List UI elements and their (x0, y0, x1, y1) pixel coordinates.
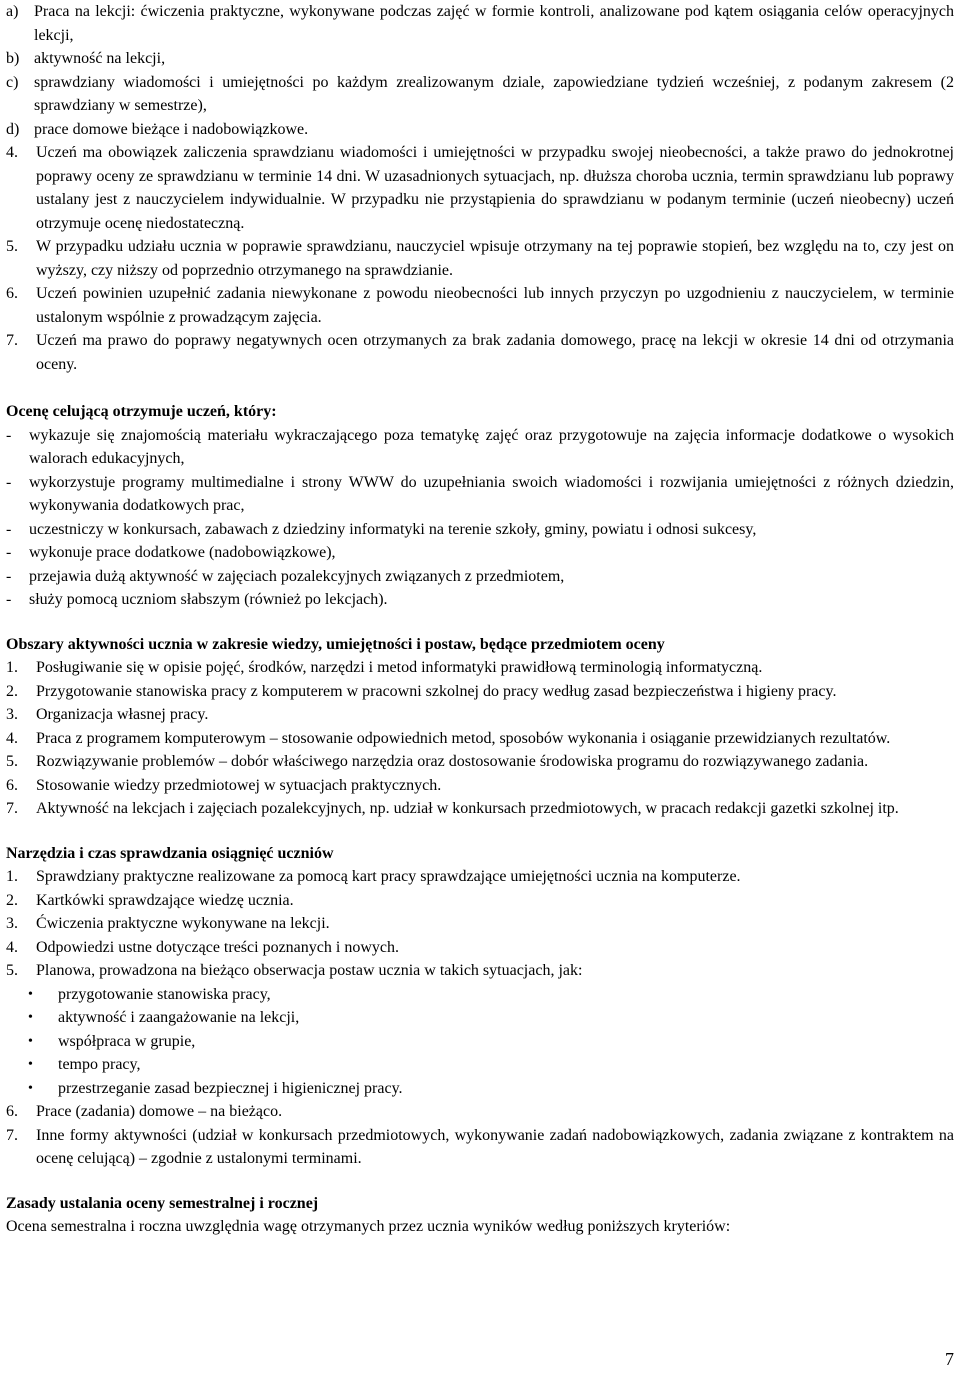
celujaca-section (6, 400, 954, 612)
list-item (6, 71, 954, 118)
list-item-text: Organizacja własnej pracy. (36, 706, 209, 723)
bullet-item-text: aktywność i zaangażowanie na lekcji, (58, 1009, 300, 1026)
list-item-text: Uczeń ma prawo do poprawy negatywnych ocen otrzymanych za brak zadania domowego, pracę na lekcji w okresie 14 dni od otrzymania oceny. (36, 332, 954, 373)
bullet-marker: • (28, 986, 33, 1002)
list-item-label: 2. (6, 891, 18, 909)
list-item-label: 6. (6, 776, 18, 794)
list-item-label: 1. (6, 868, 18, 885)
list-item-label: 6. (6, 1103, 18, 1120)
bullet-item (6, 1077, 954, 1101)
dash-marker: - (6, 426, 12, 444)
list-item-text: Praca na lekcji: ćwiczenia praktyczne, wykonywane podczas zajęć w formie kontroli, analizowane pod kątem osiągania celów operacyjnych lekcji, (34, 3, 954, 44)
dash-marker: - (6, 473, 12, 491)
obszary-section (6, 633, 954, 821)
list-item (6, 912, 954, 936)
dash-marker: - (6, 544, 12, 561)
intro-list (6, 0, 954, 141)
list-item (6, 329, 954, 376)
list-item-text: wykonuje prace dodatkowe (nadobowiązkowe), (29, 544, 336, 561)
list-item-text: Stosowanie wiedzy przedmiotowej w sytuacjach praktycznych. (36, 776, 442, 794)
list-item-label: a) (6, 3, 19, 20)
list-item-text: Prace (zadania) domowe – na bieżąco. (36, 1103, 283, 1120)
bullet-item (6, 983, 954, 1007)
bullet-item-text: przygotowanie stanowiska pracy, (58, 985, 271, 1003)
list-item-label: 5. (6, 962, 18, 979)
list-item-label: 3. (6, 915, 18, 932)
list-item-text: Uczeń ma obowiązek zaliczenia sprawdzianu wiadomości i umiejętności w przypadku swojej nieobecności, a także prawo do jednokrotnej poprawy oceny ze sprawdzianu w terminie 14 dni. W uzasadnionych sytuacjach, np. dłuższa choroba ucznia, termin sprawdzianu lub poprawy ustalany jest z nauczycielem indywidualnie. W przypadku nie przystąpienia do sprawdzianu w podanym terminie (uczeń nieobecny) uczeń otrzymuje ocenę niedostateczną. (36, 144, 954, 232)
zasady-section (6, 1192, 954, 1239)
list-item (6, 541, 954, 565)
list-item (6, 141, 954, 235)
list-item-label: 7. (6, 800, 18, 817)
list-item (6, 889, 954, 913)
paragraph: Ocena semestralna i roczna uwzględnia wagę otrzymanych przez ucznia wyników według poniższych kryteriów: (6, 1218, 731, 1235)
bullet-item-text: przestrzeganie zasad bezpiecznej i higienicznej pracy. (58, 1079, 403, 1097)
list-item-text: wykorzystuje programy multimedialne i strony WWW do uzupełniania swoich wiadomości i rozwijania umiejętności z różnych dziedzin, wykonywania dodatkowych prac, (29, 473, 954, 514)
list-item (6, 1124, 954, 1171)
bullet-marker: • (28, 1033, 33, 1049)
list-item (6, 797, 954, 821)
list-item (6, 471, 954, 518)
list-item-label: b) (6, 50, 20, 67)
list-item (6, 750, 954, 774)
bullet-marker: • (28, 1010, 33, 1025)
list-item-text: Ćwiczenia praktyczne wykonywane na lekcji. (36, 915, 330, 932)
list-item-label: 4. (6, 938, 18, 956)
list-item (6, 680, 954, 704)
list-item-text: sprawdziany wiadomości i umiejętności po każdym zrealizowanym dziale, zapowiedziane tydzień wcześniej, z podanym zakresem (2 sprawdziany w semestrze), (34, 73, 954, 114)
list-item-text: Aktywność na lekcjach i zajęciach pozalekcyjnych, np. udział w konkursach przedmiotowych, w pracach redakcji gazetki szkolnej itp. (36, 800, 899, 817)
page-number: 7 (945, 1348, 954, 1369)
list-item (6, 518, 954, 542)
rules-list (6, 141, 954, 376)
list-item-text: uczestniczy w konkursach, zabawach z dziedziny informatyki na terenie szkoły, gminy, powiatu i odnosi sukcesy, (29, 520, 757, 538)
narzedzia-section (6, 842, 954, 1171)
list-item-text: Planowa, prowadzona na bieżąco obserwacja postaw ucznia w takich sytuacjach, jak: (36, 962, 583, 979)
list-item-text: aktywność na lekcji, (34, 50, 166, 67)
list-item-label: 3. (6, 706, 18, 723)
list-item (6, 235, 954, 282)
list-item-label: 5. (6, 238, 18, 255)
dash-marker: - (6, 591, 12, 608)
list-item-text: przejawia dużą aktywność w zajęciach pozalekcyjnych związanych z przedmiotem, (29, 567, 565, 585)
bullet-marker: • (28, 1080, 33, 1096)
list-item (6, 774, 954, 798)
list-item-text: Inne formy aktywności (udział w konkursach przedmiotowych, wykonywanie zadań nadobowiązkowych, zadania związane z kontraktem na ocenę celującą) – zgodnie z ustalonymi terminami. (36, 1126, 954, 1167)
list-item-text: Posługiwanie się w opisie pojęć, środków, narzędzi i metod informatyki prawidłową terminologią informatyczną. (36, 659, 763, 676)
list-item (6, 656, 954, 680)
list-item-label: 6. (6, 285, 18, 302)
list-item-text: W przypadku udziału ucznia w poprawie sprawdzianu, nauczyciel wpisuje otrzymany na tej poprawie stopień, bez względu na to, czy jest on wyższy, czy niższy od poprzednio otrzymanego na sprawdzianie. (36, 238, 954, 279)
bullet-item (6, 1006, 954, 1030)
list-item-text: Sprawdziany praktyczne realizowane za pomocą kart pracy sprawdzające umiejętności ucznia na komputerze. (36, 868, 741, 885)
bullet-item (6, 1053, 954, 1077)
list-item (6, 588, 954, 612)
section-heading: Zasady ustalania oceny semestralnej i rocznej (6, 1194, 319, 1212)
list-item (6, 282, 954, 329)
list-item-text: Rozwiązywanie problemów – dobór właściwego narzędzia oraz dostosowanie środowiska programu do rozwiązywanego zadania. (36, 753, 869, 770)
document-page (6, 0, 954, 1239)
section-heading: Obszary aktywności ucznia w zakresie wiedzy, umiejętności i postaw, będące przedmiotem oceny (6, 635, 665, 653)
list-item (6, 959, 954, 983)
list-item-text: wykazuje się znajomością materiału wykraczającego poza tematykę zajęć oraz przygotowuje na zajęcia informacje dodatkowe o wysokich walorach edukacyjnych, (29, 426, 954, 467)
list-item-text: Kartkówki sprawdzające wiedzę ucznia. (36, 891, 294, 909)
section-heading: Ocenę celującą otrzymuje uczeń, który: (6, 403, 277, 420)
bullet-item-text: tempo pracy, (58, 1056, 141, 1073)
list-item-label: 2. (6, 682, 18, 700)
list-item (6, 0, 954, 47)
dash-marker: - (6, 567, 12, 585)
list-item-label: c) (6, 73, 19, 91)
list-item-label: 4. (6, 144, 18, 161)
list-item-text: Praca z programem komputerowym – stosowanie odpowiednich metod, sposobów wykonania i osiąganie przewidzianych rezultatów. (36, 729, 891, 747)
list-item-label: 1. (6, 659, 18, 676)
list-item-label: 7. (6, 332, 18, 349)
section-heading: Narzędzia i czas sprawdzania osiągnięć uczniów (6, 844, 334, 862)
list-item-text: służy pomocą uczniom słabszym (również po lekcjach). (29, 591, 388, 608)
list-item-label: d) (6, 120, 20, 138)
list-item-label: 4. (6, 729, 18, 747)
bullet-item (6, 1030, 954, 1054)
bullet-marker: • (28, 1057, 33, 1072)
dash-marker: - (6, 520, 12, 538)
list-item-text: Odpowiedzi ustne dotyczące treści poznanych i nowych. (36, 938, 399, 956)
list-item-label: 7. (6, 1126, 18, 1144)
list-item (6, 118, 954, 142)
list-item-text: Przygotowanie stanowiska pracy z komputerem w pracowni szkolnej do pracy według zasad bezpieczeństwa i higieny pracy. (36, 682, 837, 700)
bullet-item-text: współpraca w grupie, (58, 1032, 196, 1050)
list-item (6, 703, 954, 727)
list-item (6, 727, 954, 751)
list-item (6, 1100, 954, 1124)
list-item (6, 565, 954, 589)
list-item (6, 424, 954, 471)
list-item (6, 47, 954, 71)
list-item-text: prace domowe bieżące i nadobowiązkowe. (34, 120, 309, 138)
list-item-text: Uczeń powinien uzupełnić zadania niewykonane z powodu nieobecności lub innych przyczyn po uzgodnieniu z nauczycielem, w terminie ustalonym wspólnie z prowadzącym zajęcia. (36, 285, 954, 326)
list-item (6, 936, 954, 960)
list-item (6, 865, 954, 889)
list-item-label: 5. (6, 753, 18, 770)
